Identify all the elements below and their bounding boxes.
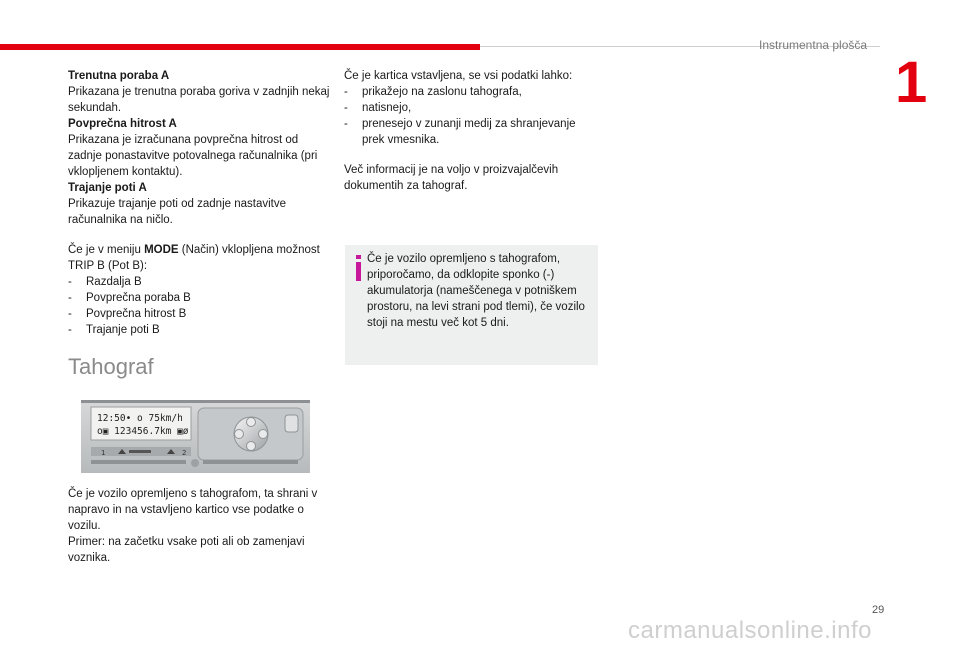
info-icon [353,255,367,281]
list-item: - natisnejo, [344,102,412,114]
list-item: - Povprečna hitrost B [68,308,187,320]
text-trip-duration: Prikazuje trajanje poti od zadnje nastavitve računalnika na ničlo. [68,198,286,226]
mode-prefix: Če je v meniju [68,244,145,256]
mode-suffix: (Način) vklopljena možnost TRIP B (Pot B): [68,244,320,272]
title-average-speed: Povprečna hitrost A [68,118,177,130]
svg-text:1: 1 [101,449,106,457]
watermark: carmanualsonline.info [628,617,872,644]
page-number: 29 [872,604,885,616]
list-item: - Povprečna poraba B [68,292,191,304]
list-item: - prikažejo na zaslonu tahografa, [344,86,522,98]
title-current-consumption: Trenutna poraba A [68,70,170,82]
more-info-text: Več informacij je na voljo v proizvajalčevih dokumentih za tahograf. [344,164,559,192]
list-item: - prenesejo v zunanji medij za shranjevanje prek vmesnika. [344,118,576,146]
left-column [68,68,330,338]
svg-text:o▣ 123456.7km ▣ø: o▣ 123456.7km ▣ø [97,426,189,437]
tachograph-example: Primer: na začetku vsake poti ali ob zamenjavi voznika. [68,536,305,564]
tachograph-image [81,400,310,473]
svg-text:2: 2 [182,449,187,457]
mode-word: MODE [144,244,179,256]
header-red-bar [0,44,480,50]
tachograph-description [68,486,330,566]
list-item: - Razdalja B [68,276,142,288]
info-text: Če je vozilo opremljeno s tahografom, priporočamo, da odklopite sponko (-) akumulatorja (nameščenega v potniškem prostoru, na levi strani pod tlemi), če vozilo stoji na mestu več kot 5 dni. [367,253,585,329]
text-average-speed: Prikazana je izračunana povprečna hitrost od zadnje ponastavitve potovalnega računalnika (pri vklopljenem kontaktu). [68,134,318,178]
text-current-consumption: Prikazana je trenutna poraba goriva v zadnjih nekaj sekundah. [68,86,330,114]
card-intro: Če je kartica vstavljena, se vsi podatki lahko: [344,70,573,82]
list-item: - Trajanje poti B [68,324,160,336]
title-trip-duration: Trajanje poti A [68,182,147,194]
svg-text:12:50• o 75km/h: 12:50• o 75km/h [97,413,183,424]
tachograph-text: Če je vozilo opremljeno s tahografom, ta shrani v napravo in na vstavljeno kartico vse podatke o vozilu. [68,488,318,532]
chapter-number: 1 [895,50,928,115]
info-box [345,245,598,365]
section-title: Instrumentna plošča [759,38,868,52]
mode-paragraph [68,242,330,274]
right-column [344,68,598,194]
heading-tachograph: Tahograf [68,354,154,379]
